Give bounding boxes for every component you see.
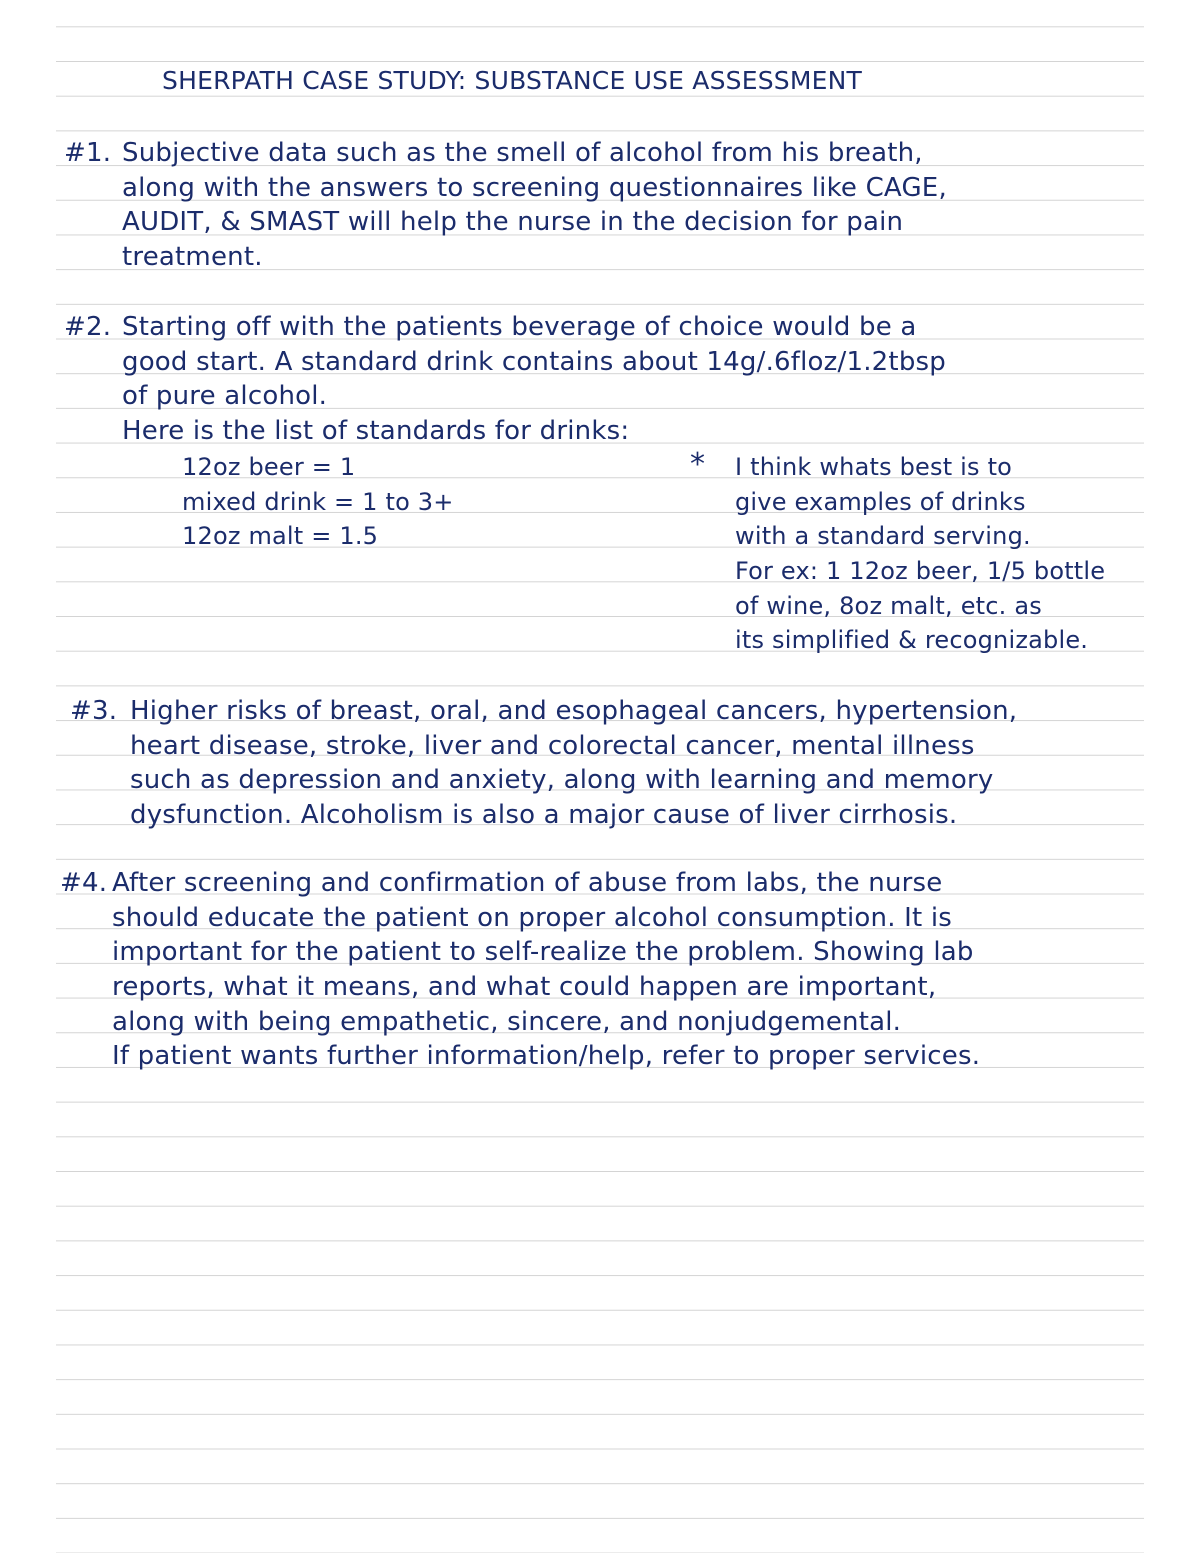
page-title: SHERPATH CASE STUDY: SUBSTANCE USE ASSESSMENT (162, 66, 863, 95)
standard-item: 12oz malt = 1.5 (182, 522, 379, 551)
question-3-answer (130, 694, 1017, 833)
answer-line: such as depression and anxiety, along with learning and memory (130, 765, 994, 796)
standard-item: 12oz beer = 1 (182, 453, 356, 481)
answer-line: reports, what it means, and what could happen are important, (112, 972, 937, 1003)
question-1-answer (122, 136, 947, 275)
standards-list (182, 450, 454, 554)
note-line: give examples of drinks (735, 487, 1026, 516)
question-4-answer (112, 866, 980, 1074)
note-line: I think whats best is to (735, 453, 1013, 481)
answer-line: dysfunction. Alcoholism is also a major cause of liver cirrhosis. (130, 800, 958, 831)
note-line: For ex: 1 12oz beer, 1/5 bottle (735, 557, 1106, 586)
note-line: of wine, 8oz malt, etc. as (735, 591, 1042, 620)
note-line: with a standard serving. (735, 522, 1031, 551)
answer-line: Subjective data such as the smell of alcohol from his breath, (122, 138, 923, 168)
answer-line: good start. A standard drink contains about 14g/.6floz/1.2tbsp (122, 346, 946, 377)
standard-item: mixed drink = 1 to 3+ (182, 487, 454, 516)
answer-line: After screening and confirmation of abuse from labs, the nurse (112, 868, 943, 898)
answer-line: Here is the list of standards for drinks: (122, 416, 630, 447)
asterisk-icon: * (690, 447, 706, 482)
answer-line: important for the patient to self-realize the problem. Showing lab (112, 937, 974, 968)
answer-line: treatment. (122, 242, 263, 273)
answer-line: along with the answers to screening questionnaires like CAGE, (122, 172, 947, 203)
answer-line: AUDIT, & SMAST will help the nurse in the decision for pain (122, 207, 904, 238)
answer-line: Starting off with the patients beverage of choice would be a (122, 312, 917, 342)
answer-line: along with being empathetic, sincere, and nonjudgemental. (112, 1006, 902, 1037)
question-2-number: #2. (64, 312, 112, 342)
answer-line: Higher risks of breast, oral, and esophageal cancers, hypertension, (130, 696, 1018, 726)
answer-line: should educate the patient on proper alcohol consumption. It is (112, 902, 953, 933)
question-1-number: #1. (64, 138, 112, 168)
question-3-number: #3. (70, 696, 118, 726)
note-line: its simplified & recognizable. (735, 626, 1089, 655)
side-note (735, 450, 1105, 658)
answer-line: heart disease, stroke, liver and colorectal cancer, mental illness (130, 730, 975, 761)
answer-line: If patient wants further information/help, refer to proper services. (112, 1041, 981, 1072)
question-2-answer (122, 310, 946, 449)
question-4-number: #4. (60, 868, 108, 898)
answer-line: of pure alcohol. (122, 381, 328, 412)
